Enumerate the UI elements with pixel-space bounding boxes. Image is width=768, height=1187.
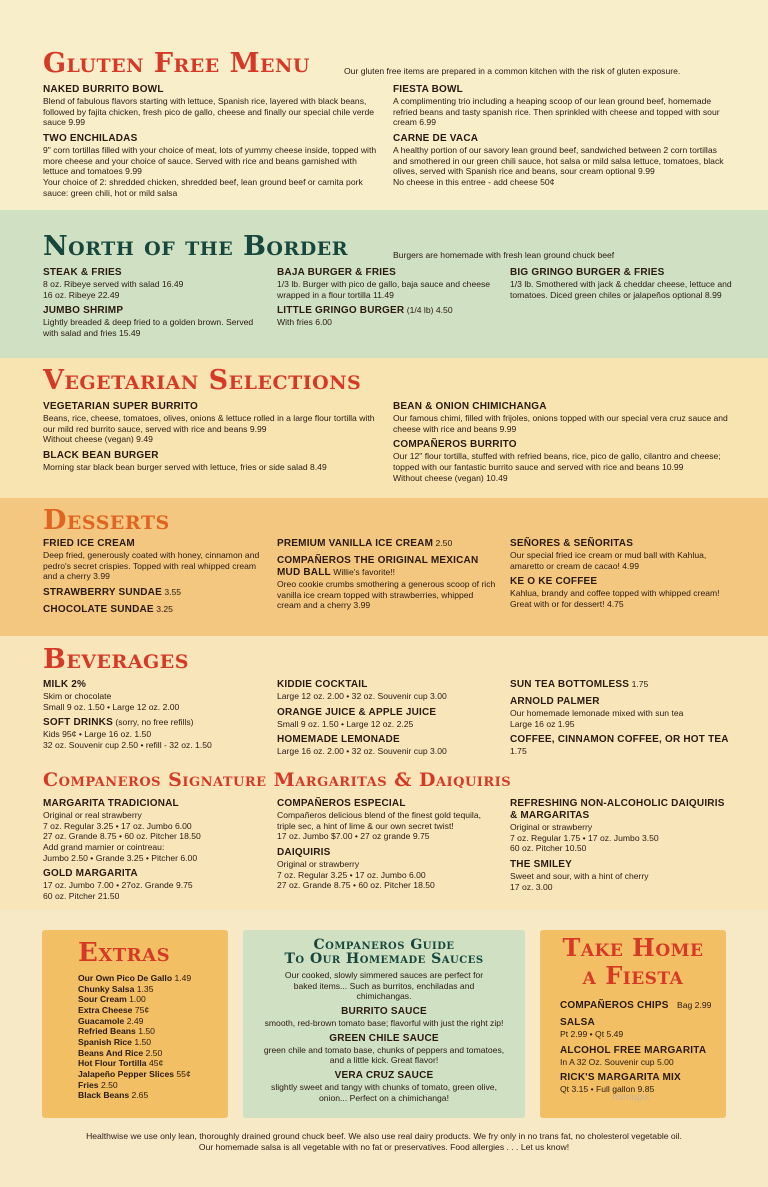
extras-item-price: 55¢ [176, 1068, 191, 1079]
extras-item-price: 2.65 [131, 1090, 149, 1101]
item-name: FRIED ICE CREAM [43, 538, 135, 549]
item-desc: 17 oz. Jumbo 7.00 • 27oz. Grande 9.75 [43, 880, 193, 891]
item-desc: Large 16 oz. 2.00 • 32 oz. Souvenir cup 3.00 [277, 746, 447, 757]
item-name: COMPAÑEROS CHIPS [560, 1000, 669, 1011]
item-desc: 32 oz. Souvenir cup 2.50 • refill - 32 oz. 1.50 [43, 739, 212, 750]
item-desc: Kahlua, brandy and coffee topped with whipped cream! Great with or for dessert! 4.75 [510, 588, 720, 609]
extras-item [78, 1048, 224, 1059]
item-desc: Original or strawberry [510, 822, 593, 832]
extras-item-name: Black Beans [78, 1090, 130, 1101]
item-desc: Sweet and sour, with a hint of cherry [510, 870, 649, 881]
item-desc: Our famous chimi, filled with frijoles, onions topped with our special vera cruz sauce and cheese with rice and beans 9.99 [393, 413, 728, 434]
item-name: VEGETARIAN SUPER BURRITO [43, 401, 199, 412]
desserts-title: Desserts [43, 505, 170, 536]
item-desc: Our 12" flour tortilla, stuffed with refried beans, rice, pico de gallo, cilantro and cheese; topped with our fantastic burrito sauce and served with rice and beans 10.99 [393, 451, 721, 472]
extras-item-name: Our Own Pico De Gallo [78, 973, 173, 983]
item-desc: 16 oz. Ribeye 22.49 [43, 289, 120, 300]
guide-intro: Our cooked, slowly simmered sauces are perfect for baked items... Such as burritos, enchiladas and chimichangas. [284, 970, 484, 1002]
extras-item-price: 2.50 [145, 1047, 163, 1058]
extras-item [78, 1058, 224, 1069]
item-name: CARNE DE VACA [393, 132, 479, 144]
extras-item [78, 994, 224, 1005]
item-name: THE SMILEY [510, 858, 573, 870]
item-desc: No cheese in this entree - add cheese 50¢ [393, 176, 555, 187]
item-desc: Deep fried, generously coated with honey, cinnamon and pedro's secret crispies. Topped with real whipped cream and a cherry 3.99 [43, 550, 260, 582]
item-name: LITTLE GRINGO BURGER [277, 305, 405, 317]
extras-item-price: 1.50 [138, 1026, 155, 1037]
extras-item-name: Fries [78, 1079, 99, 1090]
item-name: GOLD MARGARITA [43, 868, 138, 880]
extras-item [78, 1016, 224, 1027]
extras-item-price: 2.49 [126, 1015, 144, 1026]
extras-item-name: Hot Flour Tortilla [78, 1058, 147, 1069]
item-name: DAIQUIRIS [277, 846, 331, 858]
item-desc: Skim or chocolate [43, 691, 112, 701]
footer-line-2: Our homemade salsa is all vegetable with no fat or preservatives. Food allergies . . . Let us know! [198, 1141, 570, 1152]
item-price: Bag 2.99 [676, 1000, 712, 1010]
item-name: FIESTA BOWL [393, 84, 463, 95]
item-name: SEÑORES & SEÑORITAS [510, 538, 634, 549]
item-name: COMPAÑEROS THE ORIGINAL MEXICAN MUD BALL [277, 555, 479, 578]
item-desc: Compañeros delicious blend of the finest gold tequila, triple sec, a hint of lime & our own secret twist! [277, 810, 481, 831]
item-name: HOMEMADE LEMONADE [277, 734, 400, 746]
margaritas-title: Companeros Signature Margaritas & Daiquiris [43, 769, 512, 791]
item-desc: Small 9 oz. 1.50 • Large 12 oz. 2.00 [43, 701, 180, 712]
item-desc: Blend of fabulous flavors starting with lettuce, Spanish rice, layered with black beans, followed by fajita chicken, fresh pico de gallo, cheese and finally our special chile verde sauce 9.99 [43, 96, 375, 128]
item-desc: Beans, rice, cheese, tomatoes, olives, onions & lettuce rolled in a large flour tortilla with our mild red burrito sauce, served with rice and beans 9.99 [43, 413, 375, 434]
extras-item-price: 1.50 [134, 1036, 152, 1047]
item-name: NAKED BURRITO BOWL [43, 84, 164, 95]
extras-item-name: Jalapeño Pepper Slices [78, 1068, 175, 1079]
extras-item-name: Beans And Rice [78, 1047, 144, 1058]
beverages-title: Beverages [43, 644, 189, 675]
item-note: (sorry, no free refills) [115, 717, 194, 728]
item-desc: A healthy portion of our savory lean ground beef, sandwiched between 2 corn tortillas and smothered in our green chili sauce, hot salsa or mild salsa lettuce, tomatoes, black olives, served with Spanish rice and beans, sour cream optional 9.99 [393, 144, 724, 177]
sauce-name: GREEN CHILE SAUCE [329, 1032, 439, 1044]
item-name: CHOCOLATE SUNDAE [43, 603, 154, 615]
extras-item-name: Refried Beans [78, 1026, 136, 1037]
extras-item-price: 1.00 [129, 994, 146, 1005]
extras-item-price: 75¢ [134, 1004, 150, 1015]
item-desc: Qt 3.15 • Full gallon 9.85 [560, 1084, 655, 1095]
item-desc: Morning star black bean burger served with lettuce, fries or side salad 8.49 [43, 461, 327, 472]
extras-item-price: 45¢ [148, 1058, 164, 1069]
item-name: RICK'S MARGARITA MIX [560, 1072, 681, 1084]
item-desc: With fries 6.00 [277, 317, 332, 328]
item-price: 3.25 [156, 603, 173, 614]
footer [40, 1131, 728, 1152]
north-note: Burgers are homemade with fresh lean ground chuck beef [393, 250, 615, 260]
gluten-free-note: Our gluten free items are prepared in a common kitchen with the risk of gluten exposure. [344, 66, 681, 76]
extras-item-price: 1.49 [174, 973, 192, 983]
item-name: ORANGE JUICE & APPLE JUICE [277, 706, 437, 718]
item-price: 1.75 [510, 746, 527, 757]
item-desc: 17 oz. 3.00 [510, 881, 553, 892]
item-desc: 60 oz. Pitcher 10.50 [510, 843, 587, 854]
item-desc: Add grand marnier or cointreau: [43, 841, 165, 852]
item-desc: Large 16 oz 1.95 [510, 718, 575, 729]
item-name: BEAN & ONION CHIMICHANGA [393, 401, 547, 412]
item-name: SALSA [560, 1017, 595, 1028]
item-desc: Our special fried ice cream or mud ball with Kahlua, amaretto or cream de cacao! 4.99 [510, 550, 707, 571]
sauce-desc: smooth, red-brown tomato base; flavorful with just the right zip! [264, 1017, 504, 1028]
item-size: (1/4 lb) 4.50 [406, 305, 453, 316]
item-desc: Small 9 oz. 1.50 • Large 12 oz. 2.25 [277, 718, 414, 729]
extras-item-price: 2.50 [100, 1079, 118, 1090]
guide-title-1: Companeros Guide [313, 937, 455, 953]
sauce-name: VERA CRUZ SAUCE [334, 1069, 434, 1081]
item-desc: 7 oz. Regular 3.25 • 17 oz. Jumbo 6.00 [43, 820, 192, 831]
item-desc: Without cheese (vegan) 9.49 [43, 434, 153, 445]
item-desc: 9" corn tortillas filled with your choice of meat, lots of yummy cheese inside, topped with more cheese and your choice of sauce. Served with rice and beans garnished with lettuce and tomatoes 9.99 [43, 144, 377, 177]
extras-item [78, 1069, 224, 1080]
item-name: BIG GRINGO BURGER & FRIES [510, 267, 665, 278]
item-desc: 60 oz. Pitcher 21.50 [43, 890, 120, 901]
item-desc: 27 oz. Grande 8.75 • 60 oz. Pitcher 18.50 [277, 880, 435, 891]
take-home-box [540, 930, 726, 1118]
item-desc: Jumbo 2.50 • Grande 3.25 • Pitcher 6.00 [43, 852, 198, 863]
item-name: TWO ENCHILADAS [43, 132, 138, 144]
item-name: REFRESHING NON-ALCOHOLIC DAIQUIRIS & MARGARITAS [510, 798, 725, 821]
item-desc: 1/3 lb. Burger with pico de gallo, baja sauce and cheese wrapped in a flour tortilla 11.49 [277, 279, 491, 300]
extras-item [78, 1090, 224, 1101]
take-home-title-2: a Fiesta [582, 961, 684, 990]
item-name: ALCOHOL FREE MARGARITA [560, 1044, 707, 1056]
item-desc: A complimenting trio including a heaping scoop of our lean ground beef, homemade refried beans and tasty spanish rice. Then sprinkled with cheese and topped with sour cream 6.99 [393, 96, 720, 128]
extras-item-name: Guacamole [78, 1015, 125, 1026]
item-desc: Your choice of 2: shredded chicken, shredded beef, lean ground beef or carnita pork sauce: green chili, hot or mild salsa [43, 176, 363, 198]
item-desc: Lightly breaded & deep fried to a golden brown. Served with salad and fries 15.49 [43, 317, 254, 338]
guide-title-2: To Our Homemade Sauces [284, 951, 484, 967]
vegetarian-title: Vegetarian Selections [43, 365, 362, 396]
item-name: JUMBO SHRIMP [43, 305, 124, 317]
item-desc: Oreo cookie crumbs smothering a generous scoop of rich vanilla ice cream topped with strawberries, whipped cream and a cherry 3.99 [277, 579, 496, 611]
item-desc: In A 32 Oz. Souvenir cup 5.00 [560, 1056, 674, 1067]
extras-title: Extras [78, 938, 171, 968]
item-desc: Without cheese (vegan) 10.49 [393, 472, 508, 483]
take-home-title-1: Take Home [562, 933, 704, 962]
item-desc: Pt 2.99 • Qt 5.49 [560, 1029, 624, 1039]
item-name: COFFEE, CINNAMON COFFEE, OR HOT TEA [510, 734, 729, 746]
item-name: KIDDIE COCKTAIL [277, 679, 368, 690]
item-desc: 7 oz. Regular 1.75 • 17 oz. Jumbo 3.50 [510, 832, 659, 843]
extras-item [78, 1026, 224, 1037]
sauce-name: BURRITO SAUCE [341, 1005, 427, 1017]
item-name: STRAWBERRY SUNDAE [43, 586, 162, 598]
item-desc: Original or strawberry [277, 858, 360, 869]
item-name: BAJA BURGER & FRIES [277, 267, 396, 278]
item-name: SUN TEA BOTTOMLESS [510, 679, 630, 690]
item-price: 3.55 [164, 586, 182, 597]
extras-item [78, 1037, 224, 1048]
item-desc: 27 oz. Grande 8.75 • 60 oz. Pitcher 18.50 [43, 831, 201, 842]
extras-item-name: Sour Cream [78, 994, 127, 1005]
gluten-free-title: Gluten Free Menu [43, 48, 310, 79]
item-name: COMPAÑEROS BURRITO [393, 439, 517, 451]
extras-item [78, 1080, 224, 1091]
item-price: 1.75 [631, 679, 649, 689]
sauce-desc: green chile and tomato base, chunks of peppers and tomatoes, and a little kick. Great flavor! [263, 1044, 505, 1066]
extras-item [78, 984, 224, 995]
extras-item-name: Spanish Rice [78, 1036, 132, 1047]
extras-item [78, 1005, 224, 1016]
item-desc: Kids 95¢ • Large 16 oz. 1.50 [43, 729, 152, 740]
extras-item-name: Extra Cheese [78, 1004, 133, 1015]
item-desc: 1/3 lb. Smothered with jack & cheddar cheese, lettuce and tomatoes. Diced green chiles or jalapeños optional 8.99 [510, 279, 732, 300]
extras-box [42, 930, 228, 1118]
item-desc: Original or real strawberry [43, 810, 142, 820]
extras-list [78, 973, 224, 1101]
item-name: BLACK BEAN BURGER [43, 449, 159, 461]
item-name: KE O KE COFFEE [510, 576, 598, 588]
item-desc: 17 oz. Jumbo $7.00 • 27 oz grande 9.75 [277, 831, 430, 842]
item-name: PREMIUM VANILLA ICE CREAM [277, 538, 434, 549]
footer-line-1: Healthwise we use only lean, thoroughly drained ground chuck beef. We also use real dairy products. We fry only in no trans fat, no cholesterol vegetable oil. [86, 1131, 682, 1141]
item-desc: Our homemade lemonade mixed with sun tea [510, 708, 684, 718]
watermark: menupix [612, 1092, 650, 1103]
item-name: STEAK & FRIES [43, 267, 122, 278]
sauces-guide-box [243, 930, 525, 1118]
item-price: 2.50 [435, 538, 453, 548]
extras-item-name: Chunky Salsa [78, 983, 135, 994]
item-name: MARGARITA TRADICIONAL [43, 798, 179, 809]
item-name: ARNOLD PALMER [510, 696, 600, 707]
item-name: COMPAÑEROS ESPECIAL [277, 798, 406, 809]
item-name: SOFT DRINKS [43, 717, 113, 729]
item-desc: 8 oz. Ribeye served with salad 16.49 [43, 279, 184, 289]
item-name: MILK 2% [43, 679, 87, 690]
item-desc: 7 oz. Regular 3.25 • 17 oz. Jumbo 6.00 [277, 869, 426, 880]
sauce-desc: slightly sweet and tangy with chunks of tomato, green olive, onion... Perfect on a chimichanga! [271, 1081, 497, 1103]
item-desc: Large 12 oz. 2.00 • 32 oz. Souvenir cup 3.00 [277, 691, 447, 701]
north-title: North of the Border [43, 231, 348, 262]
extras-item [78, 973, 224, 984]
item-note: Willie's favorite!! [333, 567, 396, 577]
extras-item-price: 1.35 [136, 983, 154, 994]
